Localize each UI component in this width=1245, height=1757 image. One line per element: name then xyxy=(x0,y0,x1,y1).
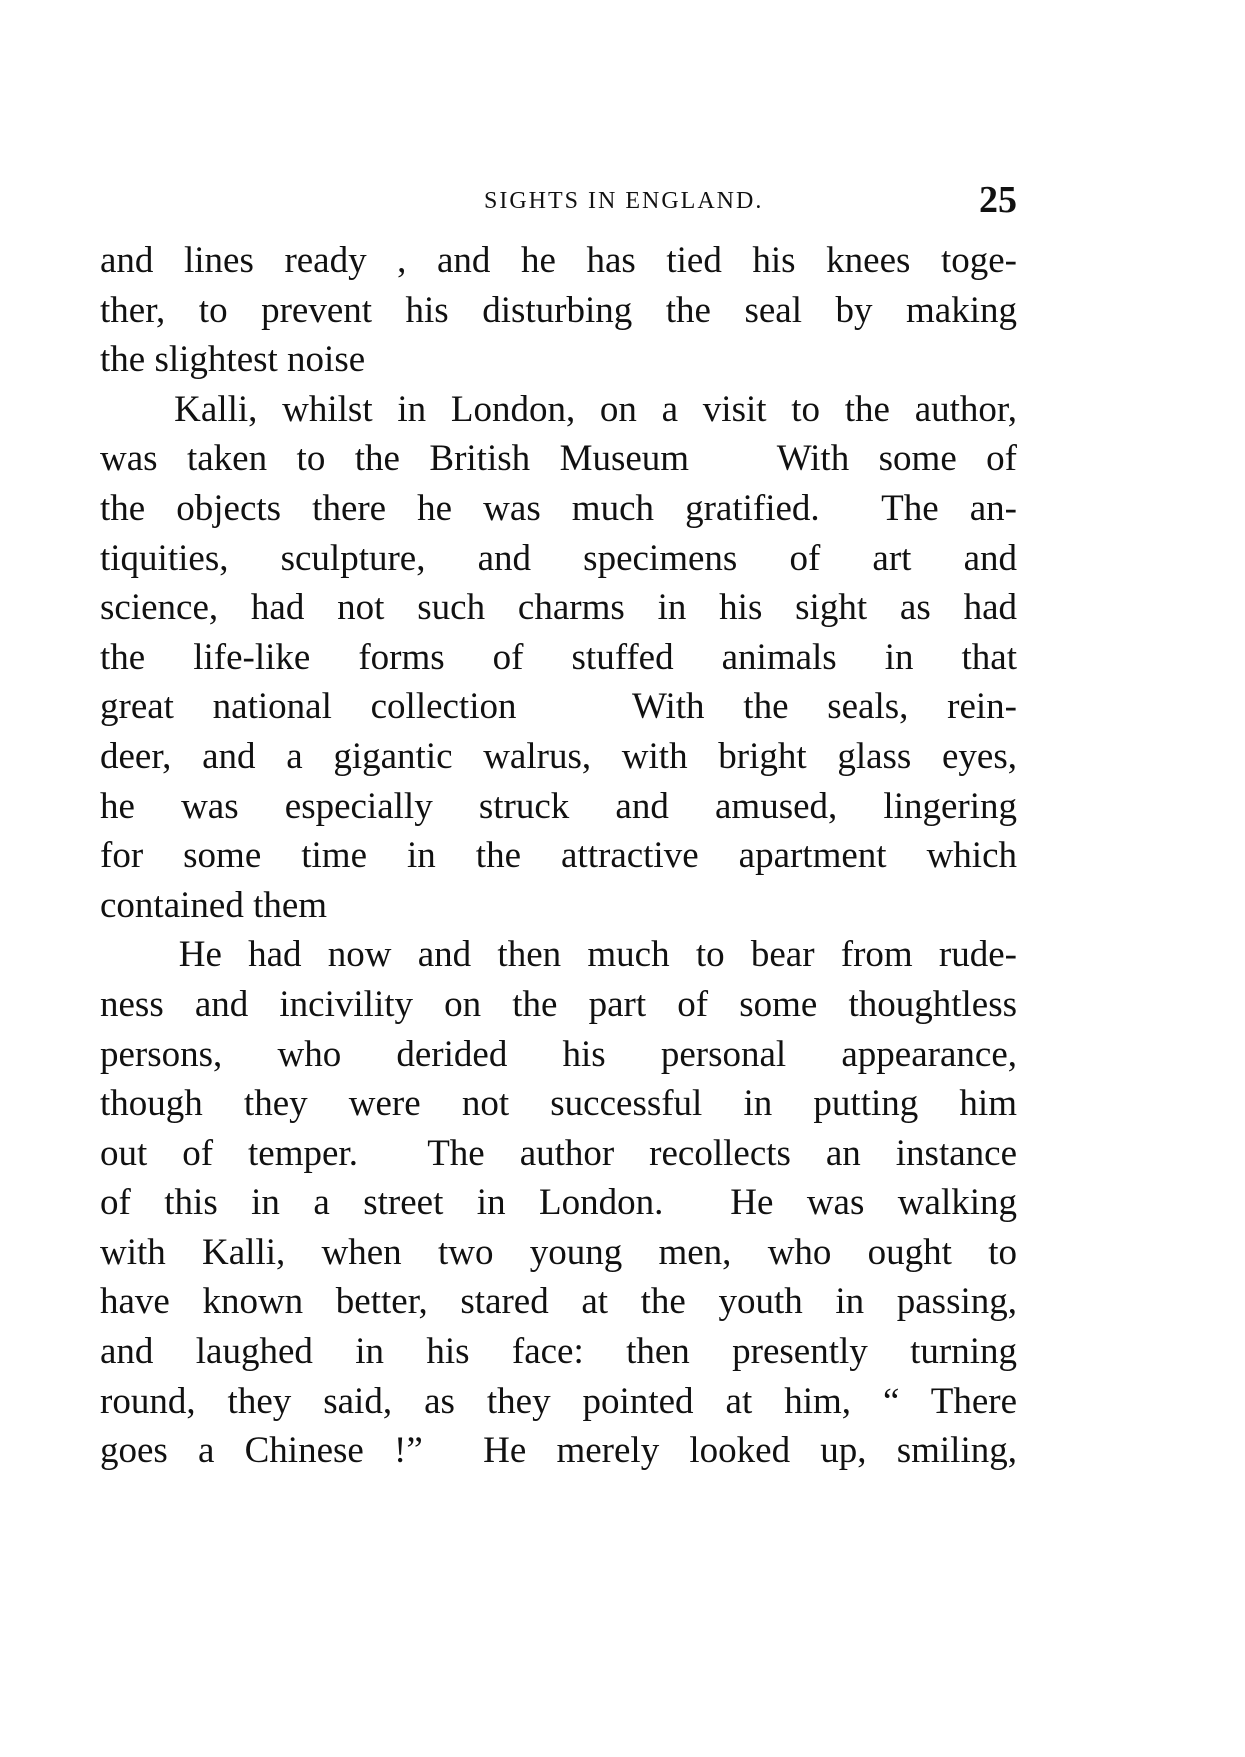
text-line: and laughed in his face: then presently turning xyxy=(100,1331,1017,1373)
text-line: of this in a street in London. He was walking xyxy=(100,1182,1017,1224)
running-title: SIGHTS IN ENGLAND. xyxy=(484,188,764,214)
text-line: great national collection With the seals, rein- xyxy=(100,686,1017,728)
text-line: goes a Chinese !” He merely looked up, smiling, xyxy=(100,1430,1017,1472)
page-header xyxy=(100,179,1017,222)
page-number: 25 xyxy=(979,179,1017,221)
text-line: contained them xyxy=(100,884,328,926)
text-line: ness and incivility on the part of some thoughtless xyxy=(100,983,1017,1025)
text-line: for some time in the attractive apartment which xyxy=(100,835,1017,877)
text-line: round, they said, as they pointed at him, “ There xyxy=(100,1380,1017,1422)
text-line: with Kalli, when two young men, who ought to xyxy=(100,1231,1017,1273)
text-line: deer, and a gigantic walrus, with bright glass eyes, xyxy=(100,735,1017,777)
text-line: though they were not successful in putting him xyxy=(100,1083,1017,1125)
text-line: science, had not such charms in his sight as had xyxy=(100,587,1017,629)
text-line: the life-like forms of stuffed animals in that xyxy=(100,636,1017,678)
text-line: Kalli, whilst in London, on a visit to the author, xyxy=(100,388,1017,430)
text-line: was taken to the British Museum With some of xyxy=(100,438,1017,480)
text-line: ther, to prevent his disturbing the seal by making xyxy=(100,289,1017,331)
text-line: persons, who derided his personal appearance, xyxy=(100,1033,1017,1075)
text-line: he was especially struck and amused, lingering xyxy=(100,785,1017,827)
text-line: the slightest noise xyxy=(100,339,366,381)
text-line: the objects there he was much gratified. The an- xyxy=(100,487,1017,529)
text-line: and lines ready , and he has tied his knees toge- xyxy=(100,240,1017,281)
body-text xyxy=(100,236,1017,1476)
text-line: He had now and then much to bear from rude- xyxy=(100,934,1017,976)
text-line: tiquities, sculpture, and specimens of art and xyxy=(100,537,1017,579)
text-line: out of temper. The author recollects an instance xyxy=(100,1132,1017,1174)
text-line: have known better, stared at the youth in passing, xyxy=(100,1281,1017,1323)
